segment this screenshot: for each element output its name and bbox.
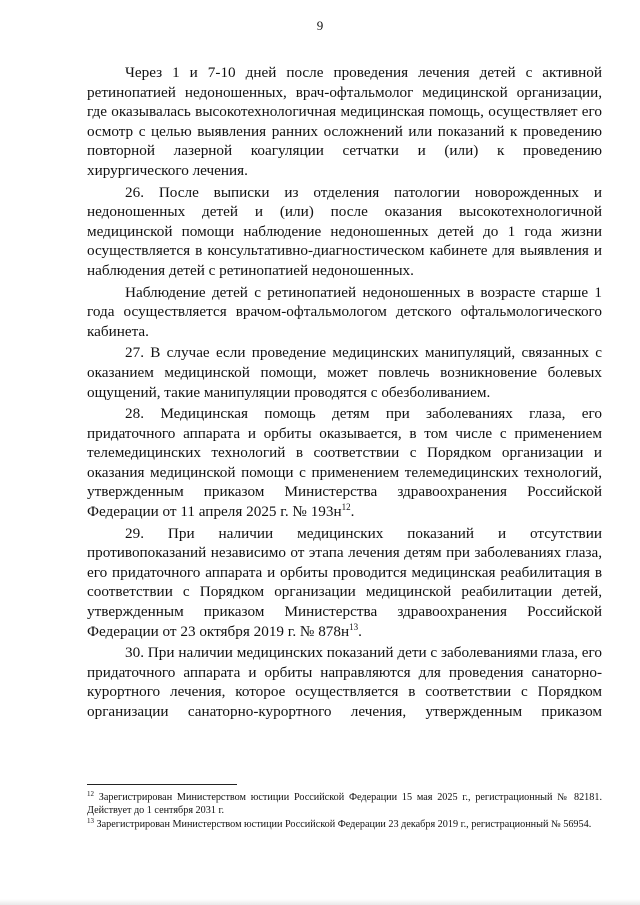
footnote-12 xyxy=(87,792,602,817)
scan-edge xyxy=(0,899,640,905)
paragraph-28: 28. Медицинская помощь детям при заболеваниях глаза, его придаточного аппарата и орбиты оказывается, в том числе с применением телемедицинских технологий в соответствии с Порядком организации и оказания медицинской помощи с применением телемедицинских технологий, утвержденным приказом Министерства здравоохранения Российской Федерации от 11 апреля 2025 г. № $193н^{12}$. xyxy=(87,405,602,521)
body-text xyxy=(87,63,602,724)
footnote-13 xyxy=(87,819,602,832)
paragraph-29: 29. При наличии медицинских показаний и отсутствии противопоказаний независимо от этапа лечения детям при заболеваниях глаза, его придаточного аппарата и орбиты проводится медицинская реабилитация в соответствии с Порядком организации медицинской реабилитации детей, утвержденным приказом Министерства здравоохранения Российской Федерации от 23 октября 2019 г. № $878н^{13}$. xyxy=(87,524,602,640)
paragraph-26: 26. После выписки из отделения патологии новорожденных и недоношенных детей и (или) после оказания высокотехнологичной медицинской помощи наблюдение недоношенных детей до 1 года жизни осуществляется в консультативно-диагностическом кабинете для выявления и наблюдения детей с ретинопатией недоношенных. xyxy=(87,183,602,279)
footnote-divider xyxy=(87,784,237,785)
footnote-text: Зарегистрирован Министерством юстиции Российской Федерации 15 мая 2025 г., регистрационный № 82181. Действует до 1 сентября 2031 г. xyxy=(87,792,602,816)
footnote-text: Зарегистрирован Министерством юстиции Российской Федерации 23 декабря 2019 г., регистрационный № 56954. xyxy=(94,819,592,831)
paragraph-26-continuation: Наблюдение детей с ретинопатией недоношенных в возрасте старше 1 года осуществляется врачом-офтальмологом детского офтальмологического кабинета. xyxy=(87,283,602,340)
paragraph-followup: Через 1 и 7-10 дней после проведения лечения детей с активной ретинопатией недоношенных, врач-офтальмолог медицинской организации, где оказывалась высокотехнологичная медицинская помощь, осуществляет его осмотр с целью выявления ранних осложнений или показаний к проведению повторной лазерной коагуляции сетчатки и (или) к проведению хирургического лечения. xyxy=(87,64,602,179)
footnotes xyxy=(87,792,602,834)
footnote-mark: 12 xyxy=(87,790,94,798)
paragraph-30: 30. При наличии медицинских показаний дети с заболеваниями глаза, его придаточного аппарата и орбиты направляются для проведения санаторно-курортного лечения, которое осуществляется в соответствии с Порядком организации санаторно-курортного лечения, утвержденным приказом xyxy=(87,644,602,720)
page-number: 9 xyxy=(316,18,324,33)
paragraph-27: 27. В случае если проведение медицинских манипуляций, связанных с оказанием медицинской помощи, может повлечь возникновение болевых ощущений, такие манипуляции проводятся с обезболиванием. xyxy=(87,344,602,401)
footnote-ref-12: 12 xyxy=(341,502,351,513)
footnote-mark: 13 xyxy=(87,817,94,826)
footnote-ref-13: 13 xyxy=(349,621,359,632)
